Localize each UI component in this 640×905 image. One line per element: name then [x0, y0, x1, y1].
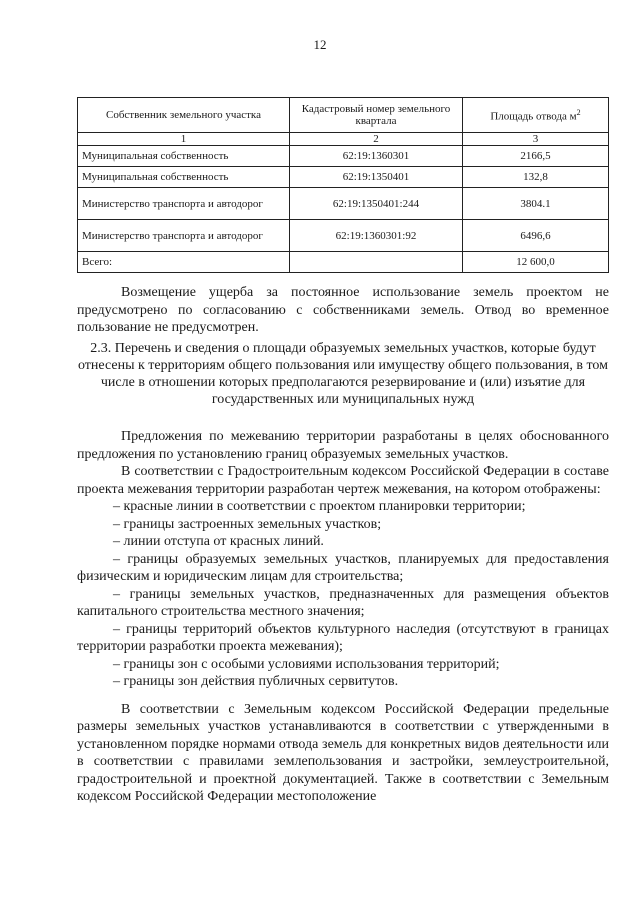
owner-cell: Муниципальная собственность — [78, 167, 290, 188]
list-item: – границы образуемых земельных участков, планируемых для предоставления физическим и юридическим лицам для строительства; — [77, 551, 609, 584]
total-label: Всего: — [78, 252, 290, 273]
area-cell: 132,8 — [463, 167, 609, 188]
cadastral-cell: 62:19:1350401:244 — [290, 188, 463, 220]
total-row — [78, 252, 609, 273]
list-item: – границы застроенных земельных участков; — [113, 516, 382, 532]
list-item: – границы зон с особыми условиями использования территорий; — [113, 656, 500, 672]
cadastral-cell: 62:19:1350401 — [290, 167, 463, 188]
land-code-paragraph: В соответствии с Земельным кодексом Российской Федерации предельные размеры земельных участков устанавливаются в соответствии с утвержденными в установленном порядке нормами отвода земель для конкретных видов деятельности или в соответствии с правилами землепользования и застройки, землеустроительной, градостроительной и проектной документацией. Также в соответствии с Земельным кодексом Российской Федерации местоположение — [77, 701, 609, 804]
area-cell: 2166,5 — [463, 146, 609, 167]
list-item: – линии отступа от красных линий. — [113, 534, 324, 549]
total-empty-cell — [290, 252, 463, 273]
area-unit-sup: 2 — [576, 108, 581, 118]
area-cell: 3804.1 — [463, 188, 609, 220]
cadastral-cell: 62:19:1360301:92 — [290, 220, 463, 252]
compensation-paragraph: Возмещение ущерба за постоянное использование земель проектом не предусмотрено по согласованию с собственниками земель. Отвод во временное пользование не предусмотрен. — [77, 285, 609, 335]
list-item: – границы территорий объектов культурного наследия (отсутствуют в границах территории разработки проекта межевания); — [77, 621, 609, 654]
column-number-row — [78, 133, 609, 146]
column-number: 2 — [290, 133, 463, 146]
land-allocation-table — [77, 97, 609, 273]
area-cell: 6496,6 — [463, 220, 609, 252]
body-text — [77, 428, 609, 806]
header-area — [463, 98, 609, 133]
table-row — [78, 188, 609, 220]
table-row — [78, 146, 609, 167]
cadastral-cell: 62:19:1360301 — [290, 146, 463, 167]
section-heading: 2.3. Перечень и сведения о площади образуемых земельных участков, которые будут отнесены к территориям общего пользования или имуществу общего пользования, в том числе в отношении которых предполагаются резервирование и (или) изъятие для государственных или муниципальных нужд — [77, 341, 608, 407]
owner-cell: Министерство транспорта и автодорог — [78, 188, 290, 220]
column-number: 3 — [463, 133, 609, 146]
owner-cell: Муниципальная собственность — [78, 146, 290, 167]
list-item: – красные линии в соответствии с проектом планировки территории; — [113, 499, 526, 514]
list-item: – границы земельных участков, предназначенных для размещения объектов капитального строительства местного значения; — [77, 586, 609, 619]
code-paragraph: В соответствии с Градостроительным кодексом Российской Федерации в составе проекта межевания территории разработан чертеж межевания, на котором отображены: — [77, 464, 609, 497]
owner-cell: Министерство транспорта и автодорог — [78, 220, 290, 252]
list-item: – границы зон действия публичных сервитутов. — [113, 674, 399, 689]
column-number: 1 — [78, 133, 290, 146]
table-row — [78, 167, 609, 188]
header-owner: Собственник земельного участка — [78, 98, 290, 133]
header-cadastral: Кадастровый номер земельного квартала — [290, 98, 463, 133]
page-number: 12 — [313, 37, 327, 52]
proposals-paragraph: Предложения по межеванию территории разработаны в целях обоснованного предложения по установлению границ образуемых земельных участков. — [77, 429, 609, 462]
table-row — [78, 220, 609, 252]
total-value: 12 600,0 — [463, 252, 609, 273]
header-area-label: Площадь отвода м — [490, 110, 577, 123]
table-header-row — [78, 98, 609, 133]
